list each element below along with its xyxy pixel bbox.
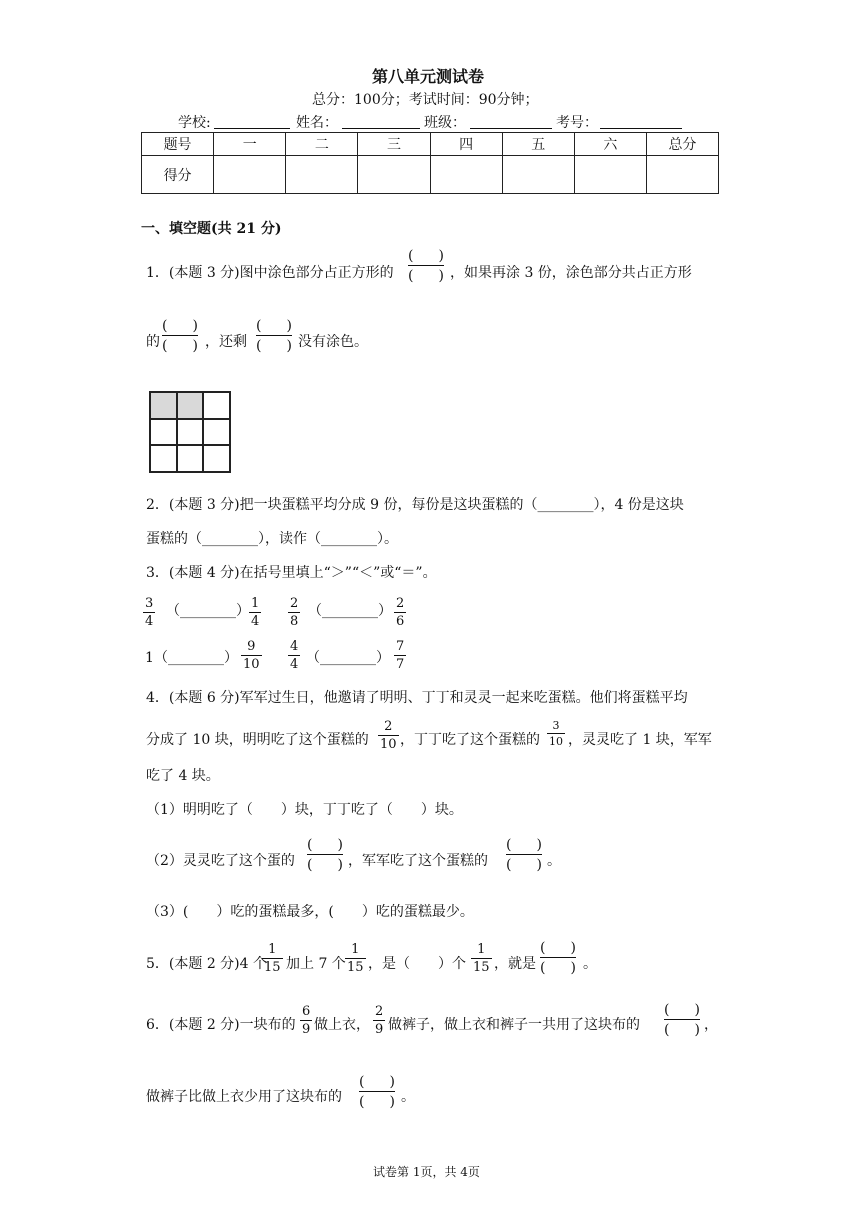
shaded-square-grid [149, 391, 231, 473]
paren-close: ) [570, 960, 576, 976]
q4-sub2: （2）灵灵吃了这个蛋的 [146, 853, 295, 869]
grid-cell-shaded [177, 392, 204, 419]
score-cell[interactable] [430, 156, 502, 194]
q1-text: ，如果再涂 3 份，涂色部分共占正方形 [450, 265, 692, 281]
fraction: 2 8 [290, 596, 299, 629]
q1-text: 的 [146, 334, 160, 350]
fraction: 1 4 [251, 596, 260, 629]
q4-sub3: （3）( ）吃的蛋糕最多，( ）吃的蛋糕最少。 [146, 904, 474, 920]
q4-text: ，灵灵吃了 1 块，军军 [568, 732, 712, 748]
q3-text: 3．(本题 4 分)在括号里填上“＞”“＜”或“＝”。 [146, 565, 437, 581]
q6-text: 。 [401, 1089, 415, 1105]
paren-open: ( [359, 1094, 365, 1110]
paren-open: ( [664, 1022, 670, 1038]
table-header-cell: 一 [214, 133, 286, 156]
q2-text: 蛋糕的（________），读作（________）。 [146, 531, 398, 547]
compare-blank[interactable]: （________） [166, 603, 250, 619]
fraction: 6 9 [302, 1004, 311, 1037]
grid-cell [150, 445, 177, 472]
class-label: 班级： [424, 115, 466, 131]
paren-close: ) [337, 837, 343, 853]
table-header-cell: 三 [358, 133, 430, 156]
paren-close: ) [570, 940, 576, 956]
page-title: 第八单元测试卷 [372, 67, 485, 86]
q4-text: 分成了 10 块，明明吃了这个蛋糕的 [146, 732, 369, 748]
q6-text: 6．(本题 2 分)一块布的 [146, 1017, 296, 1033]
fraction: 7 7 [396, 639, 405, 672]
answer-fraction-blank[interactable] [162, 319, 198, 353]
paren-close: ) [389, 1094, 395, 1110]
name-label: 姓名： [296, 115, 338, 131]
name-field[interactable] [342, 128, 420, 129]
paren-open: ( [664, 1002, 670, 1018]
paren-close: ) [389, 1074, 395, 1090]
exam-number-field[interactable] [600, 128, 682, 129]
q4-sub2: ，军军吃了这个蛋糕的 [348, 853, 488, 869]
q4-sub2: 。 [547, 853, 561, 869]
compare-blank[interactable]: （________） [154, 650, 238, 666]
fraction: 1 15 [473, 942, 490, 975]
table-header-cell: 总分 [646, 133, 718, 156]
q2-text: 2．(本题 3 分)把一块蛋糕平均分成 9 份，每份是这块蛋糕的（________），4 份是这块 [146, 497, 684, 513]
q5-text: 加上 7 个 [286, 956, 346, 972]
paren-open: ( [506, 857, 512, 873]
exam-info: 总分：100分；考试时间：90分钟； [312, 92, 539, 108]
paren-open: ( [162, 338, 168, 354]
table-header-cell: 五 [502, 133, 574, 156]
q6-text: 做裤子，做上衣和裤子一共用了这块布的 [388, 1017, 640, 1033]
fraction: 9 10 [243, 639, 260, 672]
paren-close: ) [536, 837, 542, 853]
score-cell[interactable] [286, 156, 358, 194]
q5-text: 5．(本题 2 分)4 个 [146, 956, 267, 972]
fraction: 2 6 [396, 596, 405, 629]
q5-text: ，就是 [494, 956, 536, 972]
score-cell[interactable] [646, 156, 718, 194]
table-header-cell: 二 [286, 133, 358, 156]
table-header-cell: 题号 [142, 133, 214, 156]
table-header-cell: 六 [574, 133, 646, 156]
grid-cell [203, 445, 230, 472]
paren-open: ( [408, 268, 414, 284]
paren-open: ( [256, 318, 262, 334]
grid-cell [177, 419, 204, 446]
q4-sub1: （1）明明吃了（ ）块，丁丁吃了（ ）块。 [146, 802, 463, 818]
paren-close: ) [694, 1022, 700, 1038]
school-label: 学校: [178, 115, 211, 131]
q6-text: 做上衣， [314, 1017, 370, 1033]
paren-open: ( [162, 318, 168, 334]
q5-text: 。 [583, 956, 597, 972]
q1-text: 1．(本题 3 分)图中涂色部分占正方形的 [146, 265, 394, 281]
answer-fraction-blank[interactable] [664, 1003, 700, 1037]
answer-fraction-blank[interactable] [359, 1075, 395, 1109]
exam-number-label: 考号： [556, 115, 598, 131]
score-cell[interactable] [502, 156, 574, 194]
fraction: 1 15 [264, 942, 281, 975]
q4-text: 4．(本题 6 分)军军过生日，他邀请了明明、丁丁和灵灵一起来吃蛋糕。他们将蛋糕平均 [146, 690, 688, 706]
compare-blank[interactable]: （________） [308, 603, 392, 619]
fraction: 3 4 [145, 596, 154, 629]
page-footer: 试卷第 1页，共 4页 [373, 1165, 480, 1179]
fraction: 2 10 [380, 719, 397, 752]
grid-cell [203, 392, 230, 419]
paren-open: ( [540, 960, 546, 976]
fraction: 4 4 [290, 639, 299, 672]
q6-text: ， [704, 1017, 718, 1033]
table-header-cell: 四 [430, 133, 502, 156]
fraction: 2 9 [375, 1004, 384, 1037]
number-one: 1 [145, 650, 154, 666]
score-cell[interactable] [214, 156, 286, 194]
paren-open: ( [256, 338, 262, 354]
answer-fraction-blank[interactable] [307, 838, 343, 872]
paren-open: ( [540, 940, 546, 956]
answer-fraction-blank[interactable] [506, 838, 542, 872]
q1-text: ，还剩 [205, 334, 247, 350]
fraction: 1 15 [347, 942, 364, 975]
grid-cell [150, 419, 177, 446]
score-cell[interactable] [358, 156, 430, 194]
q6-text: 做裤子比做上衣少用了这块布的 [146, 1089, 342, 1105]
fraction: 3 10 [549, 719, 563, 748]
paren-close: ) [337, 857, 343, 873]
grid-cell [177, 445, 204, 472]
score-table [141, 132, 719, 194]
paren-close: ) [192, 338, 198, 354]
paren-open: ( [506, 837, 512, 853]
paren-close: ) [438, 268, 444, 284]
grid-cell [203, 419, 230, 446]
answer-fraction-blank[interactable] [540, 941, 576, 975]
q4-text: 吃了 4 块。 [146, 768, 220, 784]
paren-close: ) [536, 857, 542, 873]
paren-close: ) [694, 1002, 700, 1018]
paren-close: ) [286, 338, 292, 354]
grid-cell-shaded [150, 392, 177, 419]
paren-open: ( [359, 1074, 365, 1090]
paren-close: ) [286, 318, 292, 334]
paren-close: ) [438, 248, 444, 264]
q1-text: 没有涂色。 [298, 334, 368, 350]
class-field[interactable] [470, 128, 552, 129]
paren-open: ( [307, 837, 313, 853]
compare-blank[interactable]: （________） [306, 650, 390, 666]
score-cell[interactable] [574, 156, 646, 194]
q4-text: ，丁丁吃了这个蛋糕的 [400, 732, 540, 748]
school-field[interactable] [214, 128, 290, 129]
answer-fraction-blank[interactable] [256, 319, 292, 353]
paren-open: ( [307, 857, 313, 873]
q5-text: ，是（ ）个 [368, 956, 466, 972]
answer-fraction-blank[interactable] [408, 249, 444, 283]
section-title: 一、填空题(共 21 分) [141, 221, 282, 237]
paren-open: ( [408, 248, 414, 264]
paren-close: ) [192, 318, 198, 334]
score-row-label: 得分 [142, 156, 214, 194]
